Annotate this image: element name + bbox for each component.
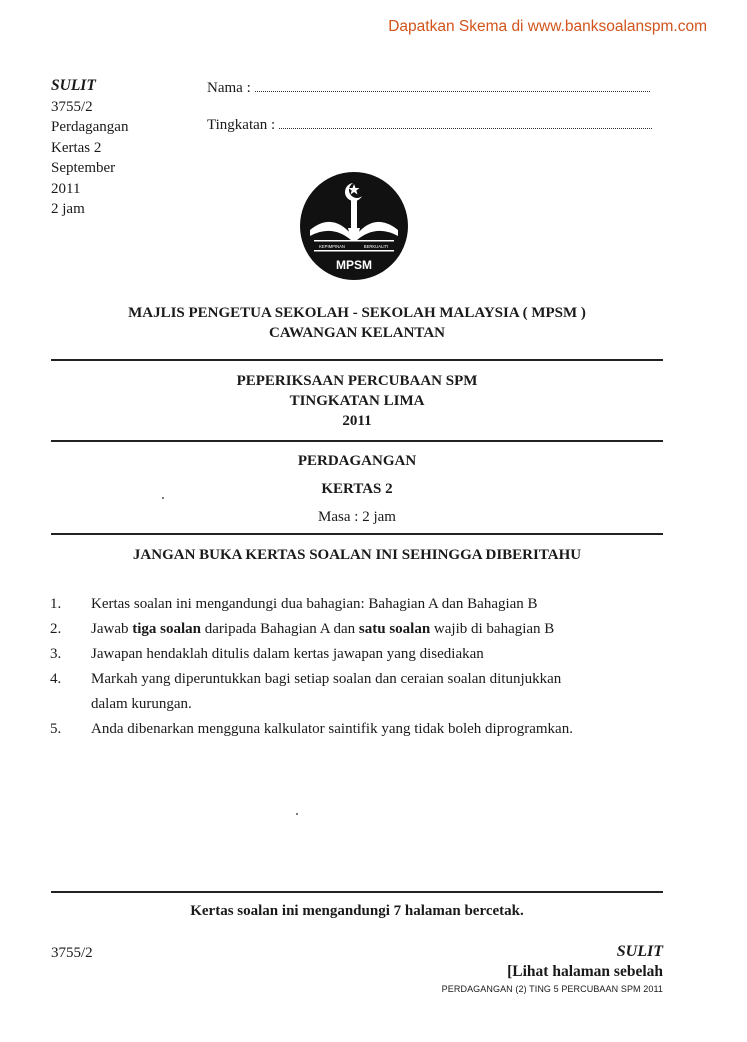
exam-duration: 2 jam — [51, 201, 85, 217]
name-dotted-line[interactable] — [255, 80, 650, 92]
footer-paper-code: 3755/2 — [51, 945, 93, 961]
footer-classification: SULIT — [616, 943, 663, 960]
divider-2 — [51, 440, 663, 442]
logo-text-right: BERKUALITI — [363, 244, 389, 249]
exam-title-line3: 2011 — [342, 413, 372, 429]
divider-1 — [51, 359, 663, 361]
exam-year: 2011 — [51, 180, 81, 197]
do-not-open-warning: JANGAN BUKA KERTAS SOALAN INI SEHINGGA DIBERITAHU — [132, 547, 582, 563]
name-label: Nama : — [207, 80, 251, 96]
logo-text-left: KEPIMPINAN — [319, 244, 345, 249]
print-speck — [296, 813, 298, 815]
exam-title-line1: PEPERIKSAAN PERCUBAAN SPM — [236, 373, 478, 389]
turn-page-note: [Lihat halaman sebelah — [507, 963, 663, 980]
classification-label: SULIT — [51, 77, 96, 94]
instruction-item: 4. Markah yang diperuntukkan bagi setiap soalan dan ceraian soalan ditunjukkan dalam kurungan. — [50, 671, 562, 712]
paper-meta — [51, 76, 128, 220]
exam-title-line2: TINGKATAN LIMA — [289, 393, 425, 409]
logo-abbrev: MPSM — [336, 258, 372, 272]
watermark-link[interactable]: Dapatkan Skema di www.banksoalanspm.com — [388, 18, 707, 35]
instruction-item: 3. Jawapan hendaklah ditulis dalam kertas jawapan yang disediakan — [50, 646, 484, 662]
instructions-list — [50, 592, 610, 742]
footer-reference: PERDAGANGAN (2) TING 5 PERCUBAAN SPM 2011 — [441, 984, 663, 994]
subject-title: PERDAGANGAN — [297, 453, 417, 469]
divider-4 — [51, 891, 663, 893]
form-label: Tingkatan : — [207, 117, 276, 133]
instruction-item: 1. Kertas soalan ini mengandungi dua bahagian: Bahagian A dan Bahagian B — [50, 596, 538, 612]
time-allowed: Masa : 2 jam — [318, 509, 396, 525]
form-field[interactable] — [207, 117, 652, 134]
paper-code: 3755/2 — [51, 98, 93, 115]
print-speck — [162, 497, 164, 499]
exam-month: September — [51, 160, 116, 176]
organizer-line2: CAWANGAN KELANTAN — [269, 325, 445, 341]
form-dotted-line[interactable] — [279, 117, 652, 129]
organizer-line1: MAJLIS PENGETUA SEKOLAH - SEKOLAH MALAYSIA ( MPSM ) — [128, 305, 586, 321]
paper-number: Kertas 2 — [51, 139, 102, 156]
page-count-note: Kertas soalan ini mengandungi 7 halaman bercetak. — [190, 903, 524, 919]
name-field[interactable] — [207, 80, 650, 97]
instruction-item: 2. Jawab tiga soalan daripada Bahagian A dan satu soalan wajib di bahagian B — [50, 621, 555, 637]
paper-title: KERTAS 2 — [321, 481, 393, 497]
divider-3 — [51, 533, 663, 535]
subject-name: Perdagangan — [51, 119, 129, 135]
mpsm-logo — [298, 170, 410, 282]
instruction-item: 5. Anda dibenarkan mengguna kalkulator saintifik yang tidak boleh diprogramkan. — [50, 721, 573, 737]
